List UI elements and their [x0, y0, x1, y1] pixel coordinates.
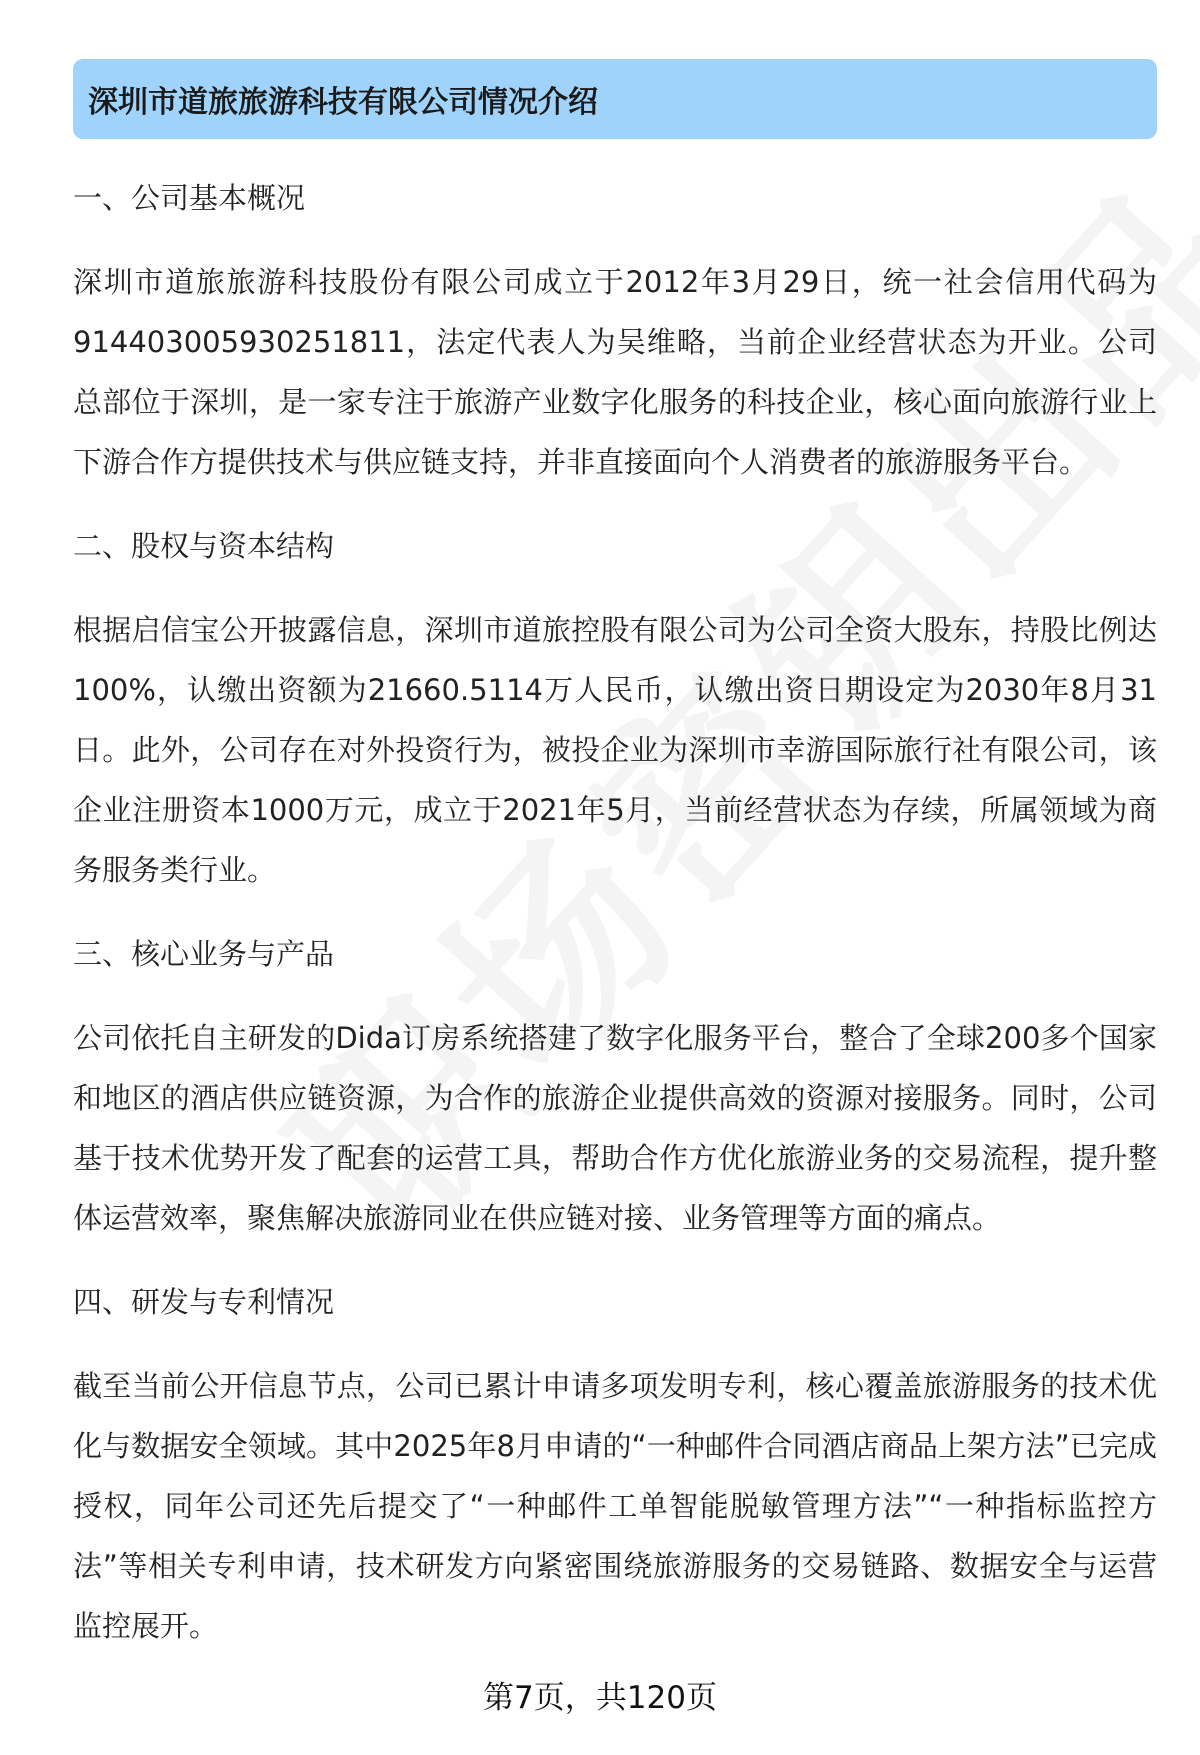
- document-body: [73, 168, 1157, 1680]
- section-body-business: 公司依托自主研发的Dida订房系统搭建了数字化服务平台，整合了全球200多个国家和地区的酒店供应链资源，为合作的旅游企业提供高效的资源对接服务。同时，公司基于技术优势开发了配套的运营工具，帮助合作方优化旅游业务的交易流程，提升整体运营效率，聚焦解决旅游同业在供应链对接、业务管理等方面的痛点。: [73, 1021, 1157, 1235]
- section-heading-equity: 二、股权与资本结构: [73, 529, 335, 563]
- section-heading-overview: 一、公司基本概况: [73, 181, 306, 215]
- section-body-rnd: 截至当前公开信息节点，公司已累计申请多项发明专利，核心覆盖旅游服务的技术优化与数据安全领域。其中2025年8月申请的“一种邮件合同酒店商品上架方法”已完成授权，同年公司还先后提交了“一种邮件工单智能脱敏管理方法”“一种指标监控方法”等相关专利申请，技术研发方向紧密围绕旅游服务的交易链路、数据安全与运营监控展开。: [73, 1369, 1157, 1643]
- page-title: 深圳市道旅旅游科技有限公司情况介绍: [88, 85, 598, 120]
- title-banner: [73, 59, 1157, 139]
- section-body-equity: 根据启信宝公开披露信息，深圳市道旅控股有限公司为公司全资大股东，持股比例达100%，认缴出资额为21660.5114万人民币，认缴出资日期设定为2030年8月31日。此外，公司存在对外投资行为，被投企业为深圳市幸游国际旅行社有限公司，该企业注册资本1000万元，成立于2021年5月，当前经营状态为存续，所属领域为商务服务类行业。: [73, 613, 1157, 887]
- section-heading-business: 三、核心业务与产品: [73, 937, 335, 971]
- section-body-overview: 深圳市道旅旅游科技股份有限公司成立于2012年3月29日，统一社会信用代码为914403005930251811，法定代表人为吴维略，当前企业经营状态为开业。公司总部位于深圳，是一家专注于旅游产业数字化服务的科技企业，核心面向旅游行业上下游合作方提供技术与供应链支持，并非直接面向个人消费者的旅游服务平台。: [73, 265, 1157, 479]
- page-number: 第7页，共120页: [483, 1680, 717, 1716]
- section-heading-rnd: 四、研发与专利情况: [73, 1285, 335, 1319]
